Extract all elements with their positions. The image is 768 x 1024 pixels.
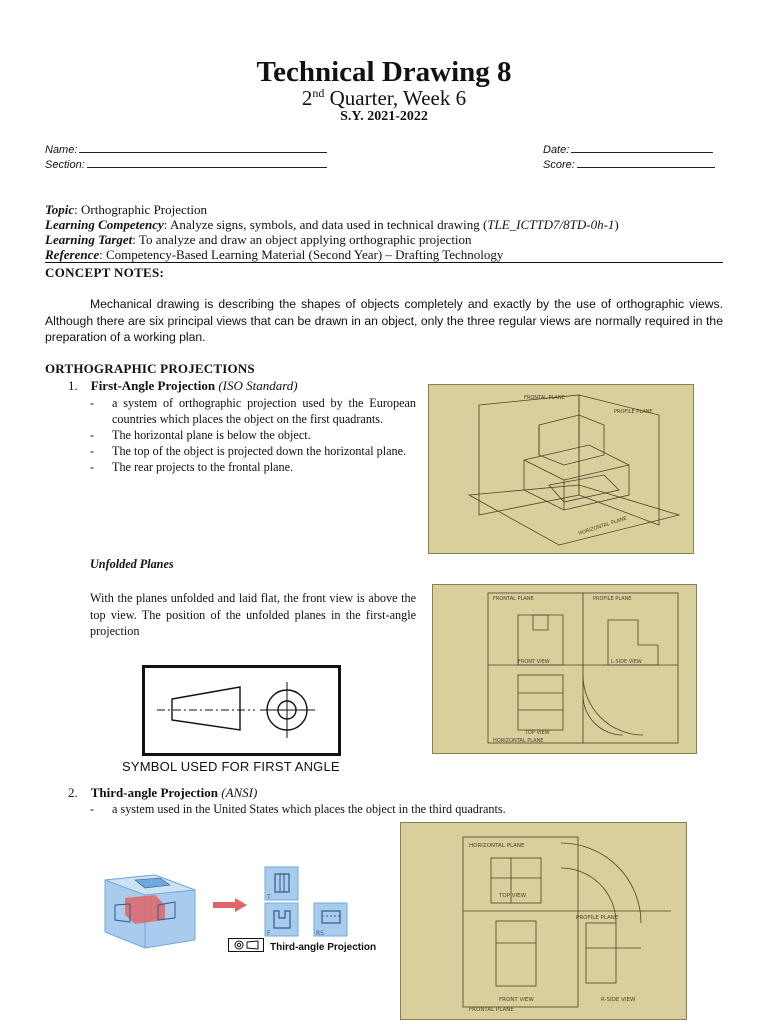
concept-heading: CONCEPT NOTES:: [45, 265, 165, 280]
arrow-icon: [213, 898, 247, 912]
list-item: - The rear projects to the frontal plane.: [90, 460, 294, 474]
name-field[interactable]: Name:: [45, 143, 327, 156]
first-angle-photo: [428, 384, 694, 554]
frontal-plane-label: FRONTAL PLANE: [469, 1007, 514, 1013]
unfolded-text: With the planes unfolded and laid flat, the front view is above the top view. The position of the unfolded planes in the first-angle projection: [90, 591, 416, 638]
r-side-view-label: R-SIDE VIEW: [601, 997, 636, 1003]
score-field[interactable]: Score:: [543, 158, 715, 171]
profile-plane-label: PROFILE PLANE: [576, 915, 619, 921]
unfolded-planes-photo: [432, 584, 697, 754]
frontal-plane-label: FRONTAL PLANE: [524, 395, 565, 401]
horizontal-plane-label: HORIZONTAL PLANE: [469, 843, 525, 849]
top-view-label: TOP VIEW: [499, 893, 527, 899]
reference-line: Reference: Competency-Based Learning Material (Second Year) – Drafting Technology: [45, 247, 504, 262]
page-title: Technical Drawing 8: [256, 56, 512, 88]
frontal-plane-label: FRONTAL PLANE: [493, 596, 534, 602]
ortho-heading: ORTHOGRAPHIC PROJECTIONS: [45, 361, 255, 376]
date-line[interactable]: [571, 143, 713, 153]
svg-text:T: T: [267, 894, 271, 901]
third-angle-cube: [100, 860, 200, 950]
first-angle-symbol: [142, 665, 341, 756]
date-field[interactable]: Date:: [543, 143, 713, 156]
unfolded-title: Unfolded Planes: [90, 557, 174, 571]
symbol-caption: SYMBOL USED FOR FIRST ANGLE: [122, 759, 340, 774]
target-line: Learning Target: To analyze and draw an object applying orthographic projection: [45, 232, 472, 247]
profile-plane-label: PROFILE PLANE: [593, 596, 632, 602]
horizontal-plane-label: HORIZONTAL PLANE: [493, 738, 544, 744]
first-angle-heading: 1. First-Angle Projection (ISO Standard): [68, 378, 298, 393]
third-angle-bullet: - a system used in the United States which places the object in the third quadrants.: [90, 802, 506, 816]
third-angle-photo: [400, 822, 687, 1020]
list-item: - The horizontal plane is below the object.: [90, 428, 311, 442]
topic-line: Topic: Orthographic Projection: [45, 202, 207, 217]
list-item: - The top of the object is projected down the horizontal plane.: [90, 444, 407, 458]
score-line[interactable]: [577, 158, 715, 168]
competency-line: Learning Competency: Analyze signs, symbols, and data used in technical drawing (TLE_ICTTD7/8TD-0h-1): [45, 217, 619, 232]
third-angle-diagram-label: Third-angle Projection: [270, 942, 377, 953]
svg-text:F: F: [267, 930, 271, 937]
section-line[interactable]: [87, 158, 327, 168]
top-view-label: TOP VIEW: [525, 730, 550, 736]
l-side-view-label: L-SIDE VIEW: [611, 659, 642, 665]
list-item: - a system of orthographic projection used by the European countries which places the object on the first quadrants.: [90, 396, 416, 426]
school-year: S.Y. 2021-2022: [340, 109, 428, 124]
profile-plane-label: PROFILE PLANE: [614, 409, 653, 415]
section-field[interactable]: Section:: [45, 158, 327, 171]
horizontal-plane-label: HORIZONTAL PLANE: [577, 515, 628, 537]
front-view-label: FRONT VIEW: [499, 997, 534, 1003]
concept-paragraph: Mechanical drawing is describing the shapes of objects completely and exactly by the use of orthographic views. Although there are six principal views that can be drawn in an object, only the three regular views are normally required in the preparation of a working plan.: [45, 297, 723, 344]
svg-text:RS: RS: [316, 930, 324, 937]
first-angle-bullets: [90, 395, 416, 475]
quarter-week: 2nd Quarter, Week 6: [301, 86, 467, 110]
third-angle-views: [262, 866, 372, 940]
name-line[interactable]: [79, 143, 327, 153]
third-angle-symbol-icon: [228, 938, 264, 952]
front-view-label: FRONT VIEW: [518, 659, 550, 665]
divider-rule: [45, 262, 723, 263]
third-angle-heading: 2. Third-angle Projection (ANSI): [68, 785, 258, 800]
